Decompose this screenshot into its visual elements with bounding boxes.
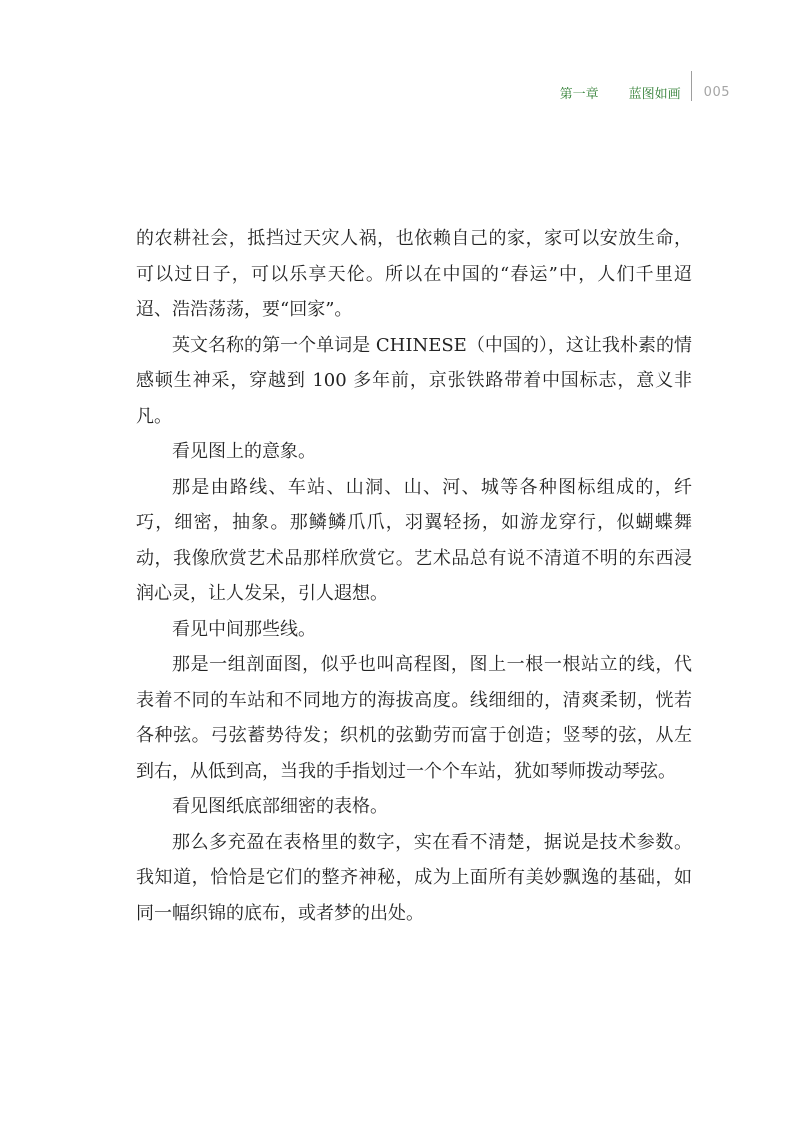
- paragraph: 那是由路线、车站、山洞、山、河、城等各种图标组成的，纤巧，细密，抽象。那鳞鳞爪爪，羽翼轻扬，如游龙穿行，似蝴蝶舞动，我像欣赏艺术品那样欣赏它。艺术品总有说不清道不明的东西浸润心灵，让人发呆，引人遐想。: [136, 476, 692, 604]
- chapter-label: 第一章: [559, 86, 599, 102]
- body-text: [136, 221, 692, 931]
- page-number: 005: [703, 84, 730, 100]
- paragraph: 那是一组剖面图，似乎也叫高程图，图上一根一根站立的线，代表着不同的车站和不同地方的海拔高度。线细细的，清爽柔韧，恍若各种弦。弓弦蓄势待发；织机的弦勤劳而富于创造；竖琴的弦，从左到右，从低到高，当我的手指划过一个个车站，犹如琴师拨动琴弦。: [136, 654, 692, 782]
- running-header: [560, 80, 730, 104]
- paragraph: 英文名称的第一个单词是 CHINESE（中国的），这让我朴素的情感顿生神采，穿越到 100 多年前，京张铁路带着中国标志，意义非凡。: [136, 334, 692, 427]
- paragraph: 看见图上的意象。: [172, 441, 316, 462]
- paragraph: 看见中间那些线。: [172, 618, 316, 640]
- chapter-title: 蓝图如画: [628, 86, 681, 102]
- header-divider: [691, 71, 692, 101]
- paragraph: 那么多充盈在表格里的数字，实在看不清楚，据说是技术参数。我知道，恰恰是它们的整齐神秘，成为上面所有美妙飘逸的基础，如同一幅织锦的底布，或者梦的出处。: [136, 831, 692, 924]
- paragraph: 看见图纸底部细密的表格。: [172, 796, 388, 817]
- paragraph-continued: 的农耕社会，抵挡过天灾人祸，也依赖自己的家，家可以安放生命，可以过日子，可以乐享天伦。所以在中国的“春运”中，人们千里迢迢、浩浩荡荡，要“回家”。: [136, 228, 692, 320]
